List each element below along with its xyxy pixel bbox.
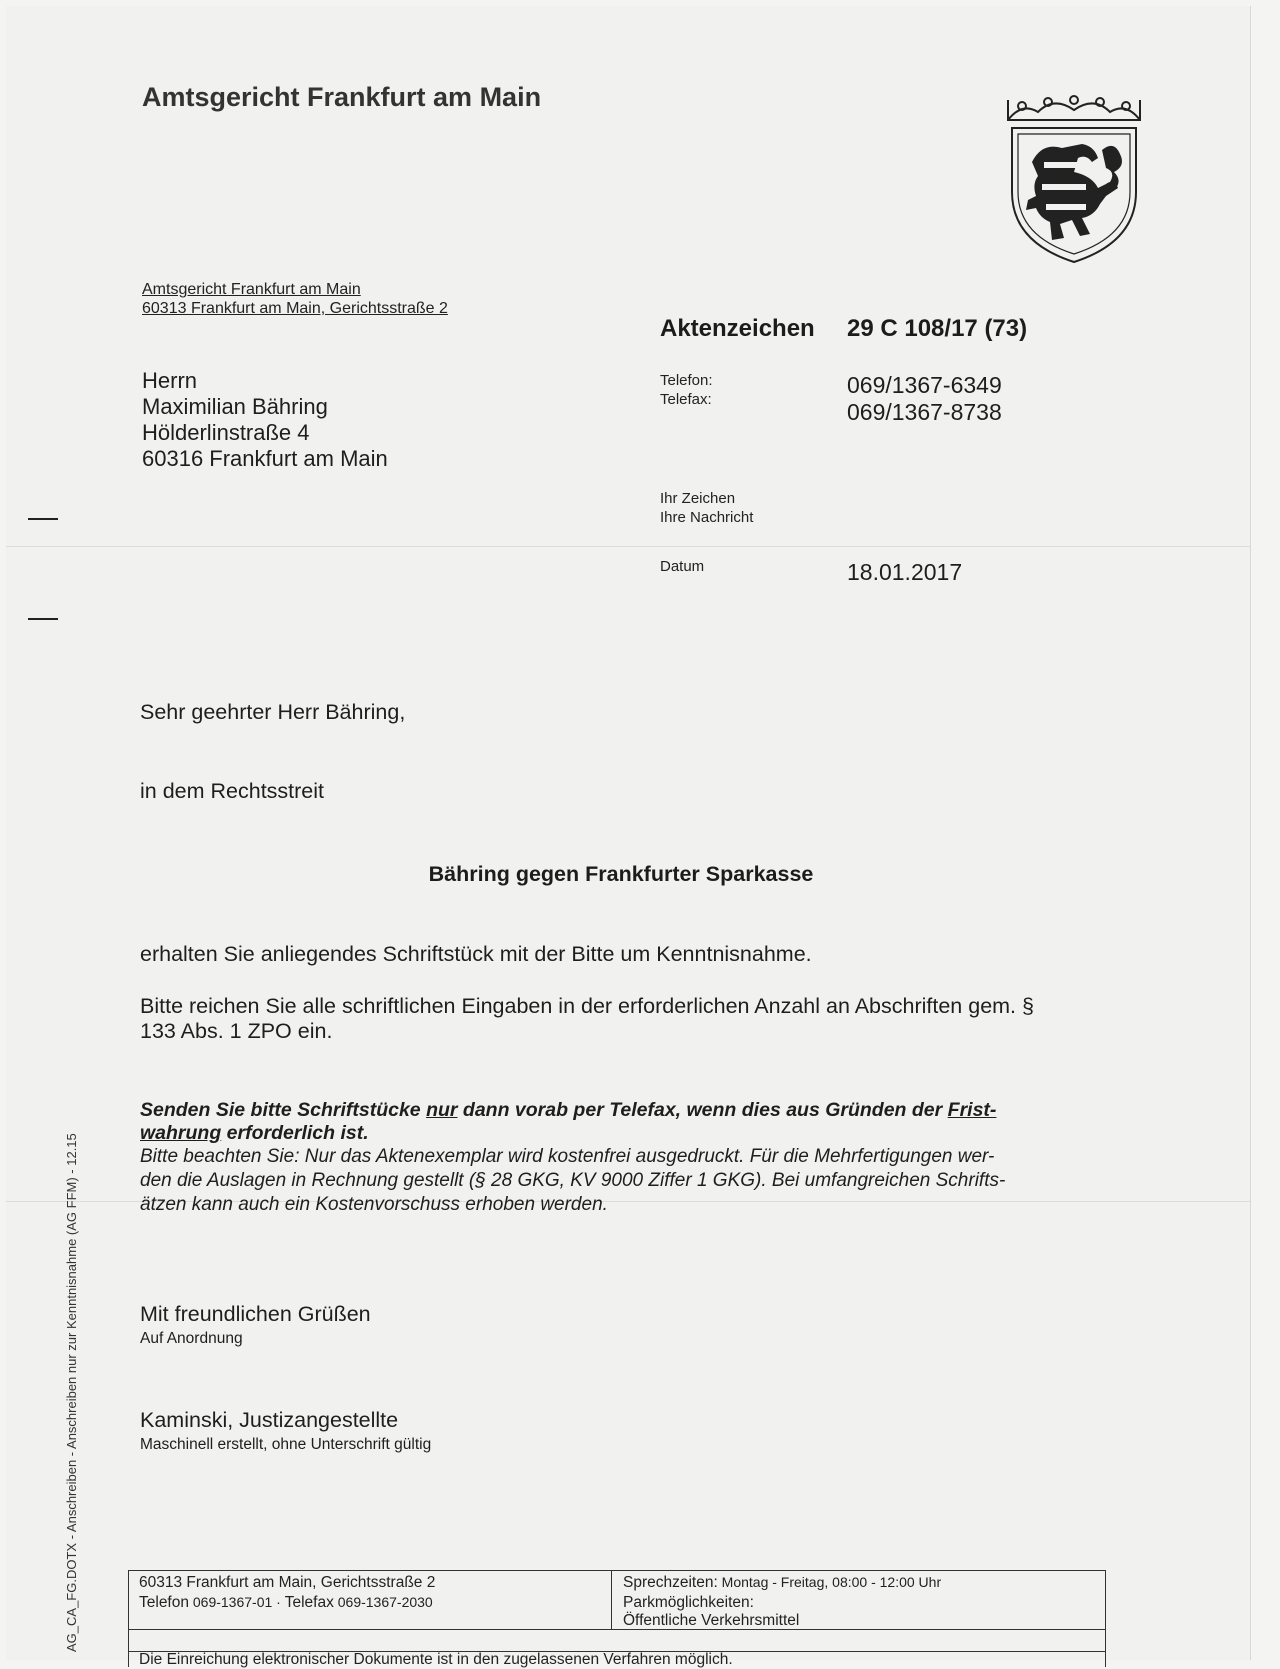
machine-signature-note: Maschinell erstellt, ohne Unterschrift gültig — [140, 1436, 432, 1453]
fold-line — [6, 546, 1250, 547]
fax-notice-line2: wahrung erforderlich ist. — [140, 1122, 369, 1144]
ihre-nachricht-label: Ihre Nachricht — [660, 509, 754, 526]
telefon-value: 069/1367-6349 — [847, 372, 1002, 398]
cost-hint-line1: Bitte beachten Sie: Nur das Aktenexemplar wird kostenfrei ausgedruckt. Für die Mehrfertigungen wer- — [140, 1146, 995, 1167]
aktenzeichen-label: Aktenzeichen — [660, 315, 815, 342]
recipient-street: Hölderlinstraße 4 — [142, 420, 310, 445]
recipient-name: Maximilian Bähring — [142, 394, 328, 419]
intro-text: in dem Rechtsstreit — [140, 779, 325, 803]
paragraph-acknowledgement: erhalten Sie anliegendes Schriftstück mit der Bitte um Kenntnisnahme. — [140, 942, 812, 966]
footer-box — [128, 1570, 1106, 1667]
footer-parking-label: Parkmöglichkeiten: — [623, 1594, 754, 1611]
telefax-label: Telefax: — [660, 391, 712, 408]
footer-parking-value: Öffentliche Verkehrsmittel — [623, 1612, 800, 1629]
recipient-salutation: Herrn — [142, 368, 198, 393]
fax-notice-line1: Senden Sie bitte Schriftstücke nur dann vorab per Telefax, wenn dies aus Gründen der Frist- — [140, 1099, 997, 1121]
case-title: Bähring gegen Frankfurter Sparkasse — [428, 862, 814, 886]
paragraph-copies-line1: Bitte reichen Sie alle schriftlichen Eingaben in der erforderlichen Anzahl an Abschriften gem. § — [140, 994, 1034, 1018]
cost-hint-line2: den die Auslagen in Rechnung gestellt (§ 28 GKG, KV 9000 Ziffer 1 GKG). Bei umfangreichen Schrifts- — [140, 1170, 1006, 1191]
greeting: Sehr geehrter Herr Bähring, — [140, 700, 406, 724]
paragraph-copies-line2: 133 Abs. 1 ZPO ein. — [140, 1019, 333, 1043]
closing-order: Auf Anordnung — [140, 1330, 243, 1347]
datum-value: 18.01.2017 — [847, 559, 963, 585]
footer-address: 60313 Frankfurt am Main, Gerichtsstraße 2 — [139, 1574, 436, 1591]
ihr-zeichen-label: Ihr Zeichen — [660, 490, 736, 507]
footer-electronic-note: Die Einreichung elektronischer Dokumente ist in den zugelassenen Verfahren möglich. — [139, 1651, 733, 1668]
fold-mark — [28, 618, 58, 620]
aktenzeichen-value: 29 C 108/17 (73) — [847, 315, 1028, 342]
hessen-coat-of-arms-logo — [1002, 92, 1146, 266]
recipient-city: 60316 Frankfurt am Main — [142, 446, 388, 471]
telefon-label: Telefon: — [660, 372, 713, 389]
closing-regards: Mit freundlichen Grüßen — [140, 1302, 371, 1326]
fold-mark — [28, 518, 58, 520]
sender-line-court: Amtsgericht Frankfurt am Main — [142, 281, 361, 298]
court-name-heading: Amtsgericht Frankfurt am Main — [142, 82, 542, 112]
letter-page — [6, 6, 1251, 1668]
footer-phone-fax: Telefon 069-1367-01 · Telefax 069-1367-2030 — [139, 1594, 433, 1611]
footer-office-hours: Sprechzeiten: Montag - Freitag, 08:00 - 12:00 Uhr — [623, 1574, 942, 1591]
signer-name: Kaminski, Justizangestellte — [140, 1408, 399, 1432]
telefax-value: 069/1367-8738 — [847, 399, 1002, 425]
datum-label: Datum — [660, 558, 705, 575]
sender-line-address: 60313 Frankfurt am Main, Gerichtsstraße 2 — [142, 300, 448, 317]
template-id-sidebar: AG_CA_FG.DOTX - Anschreiben - Anschreiben nur zur Kenntnisnahme (AG FFM) - 12.15 — [64, 1133, 79, 1652]
cost-hint-line3: ätzen kann auch ein Kostenvorschuss erhoben werden. — [140, 1194, 608, 1215]
